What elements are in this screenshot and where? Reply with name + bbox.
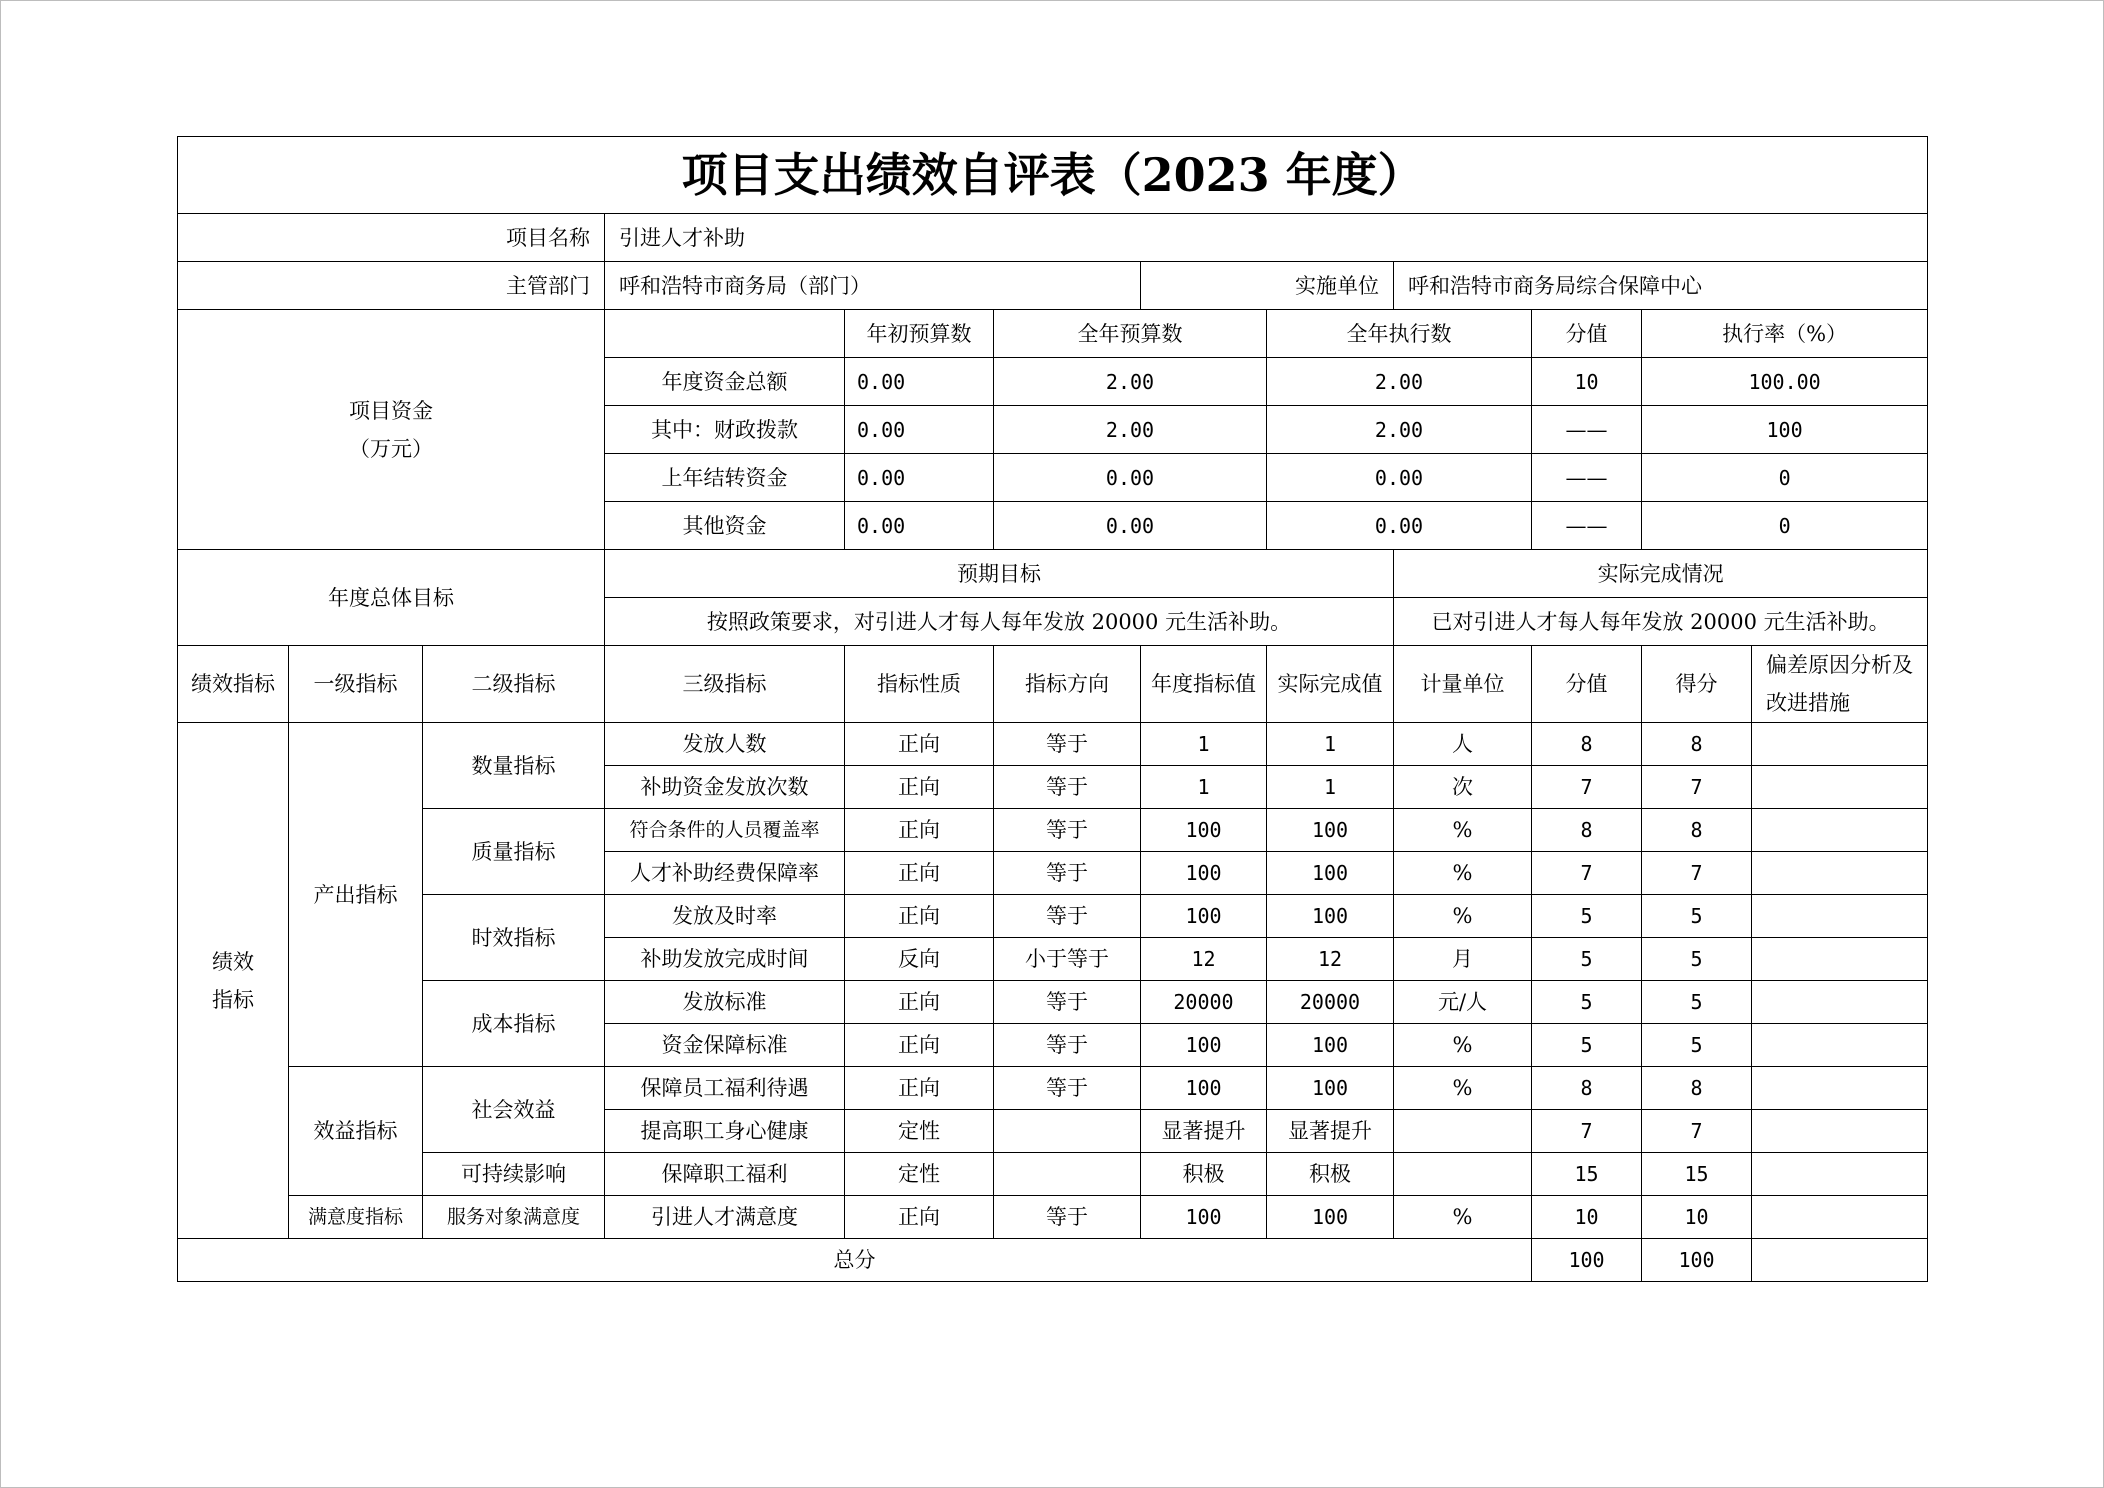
perf-header-direction: 指标方向: [994, 646, 1141, 723]
funds-initial: 0.00: [845, 502, 994, 550]
value-cell: 7: [1532, 766, 1642, 809]
target-cell: 100: [1141, 895, 1267, 938]
total-score: 100: [1642, 1239, 1752, 1282]
deviation-cell: [1752, 809, 1928, 852]
actual-cell: 1: [1267, 766, 1394, 809]
unit-cell: [1394, 1110, 1532, 1153]
perf-header-indicator: 绩效指标: [178, 646, 289, 723]
level3-cell: 补助发放完成时间: [605, 938, 845, 981]
unit-cell: 元/人: [1394, 981, 1532, 1024]
level1-output: 产出指标: [289, 723, 423, 1067]
unit-cell: 人: [1394, 723, 1532, 766]
goals-actual: 已对引进人才每人每年发放 20000 元生活补助。: [1394, 598, 1928, 646]
funds-row-label: 其中：财政拨款: [605, 406, 845, 454]
level1-satisfaction: 满意度指标: [289, 1196, 423, 1239]
nature-cell: 正向: [845, 723, 994, 766]
funds-executed: 0.00: [1267, 454, 1532, 502]
total-deviation: [1752, 1239, 1928, 1282]
score-cell: 8: [1642, 723, 1752, 766]
impl-value: 呼和浩特市商务局综合保障中心: [1394, 262, 1928, 310]
score-cell: 10: [1642, 1196, 1752, 1239]
score-cell: 5: [1642, 1024, 1752, 1067]
direction-cell: 等于: [994, 1067, 1141, 1110]
score-cell: 5: [1642, 895, 1752, 938]
funds-score-value: ——: [1532, 454, 1642, 502]
funds-rate: 100: [1642, 406, 1928, 454]
level2-quantity: 数量指标: [423, 723, 605, 809]
target-cell: 显著提升: [1141, 1110, 1267, 1153]
value-cell: 5: [1532, 938, 1642, 981]
level1-benefit: 效益指标: [289, 1067, 423, 1196]
goals-expected: 按照政策要求，对引进人才每人每年发放 20000 元生活补助。: [605, 598, 1394, 646]
level2-social: 社会效益: [423, 1067, 605, 1153]
value-cell: 15: [1532, 1153, 1642, 1196]
perf-side-label: 绩效指标: [178, 723, 289, 1239]
direction-cell: 等于: [994, 1024, 1141, 1067]
score-cell: 5: [1642, 938, 1752, 981]
funds-annual: 0.00: [994, 502, 1267, 550]
funds-executed: 0.00: [1267, 502, 1532, 550]
nature-cell: 反向: [845, 938, 994, 981]
target-cell: 1: [1141, 723, 1267, 766]
nature-cell: 正向: [845, 895, 994, 938]
score-cell: 15: [1642, 1153, 1752, 1196]
actual-cell: 100: [1267, 852, 1394, 895]
level3-cell: 引进人才满意度: [605, 1196, 845, 1239]
funds-label: 项目资金: [349, 398, 433, 423]
target-cell: 100: [1141, 852, 1267, 895]
goals-label: 年度总体目标: [178, 550, 605, 646]
funds-score-value: ——: [1532, 502, 1642, 550]
unit-cell: 次: [1394, 766, 1532, 809]
deviation-cell: [1752, 852, 1928, 895]
perf-header-nature: 指标性质: [845, 646, 994, 723]
target-cell: 100: [1141, 1067, 1267, 1110]
level3-cell: 保障员工福利待遇: [605, 1067, 845, 1110]
nature-cell: 正向: [845, 1196, 994, 1239]
value-cell: 7: [1532, 852, 1642, 895]
perf-header-value: 分值: [1532, 646, 1642, 723]
level2-cost: 成本指标: [423, 981, 605, 1067]
funds-annual: 2.00: [994, 406, 1267, 454]
funds-initial: 0.00: [845, 358, 994, 406]
impl-label: 实施单位: [1141, 262, 1394, 310]
goals-actual-label: 实际完成情况: [1394, 550, 1928, 598]
funds-rate: 0: [1642, 454, 1928, 502]
funds-initial: 0.00: [845, 454, 994, 502]
self-evaluation-table: [177, 136, 1928, 1282]
target-cell: 100: [1141, 809, 1267, 852]
funds-label-cell: [178, 310, 605, 550]
deviation-cell: [1752, 1067, 1928, 1110]
score-cell: 7: [1642, 766, 1752, 809]
actual-cell: 100: [1267, 1067, 1394, 1110]
dept-label: 主管部门: [178, 262, 605, 310]
deviation-cell: [1752, 895, 1928, 938]
target-cell: 20000: [1141, 981, 1267, 1024]
level2-service-satisfaction: 服务对象满意度: [423, 1196, 605, 1239]
level2-sustainable: 可持续影响: [423, 1153, 605, 1196]
target-cell: 12: [1141, 938, 1267, 981]
unit-cell: %: [1394, 1067, 1532, 1110]
value-cell: 10: [1532, 1196, 1642, 1239]
target-cell: 100: [1141, 1024, 1267, 1067]
actual-cell: 20000: [1267, 981, 1394, 1024]
nature-cell: 正向: [845, 809, 994, 852]
funds-annual: 2.00: [994, 358, 1267, 406]
project-name-label: 项目名称: [178, 214, 605, 262]
unit-cell: %: [1394, 1196, 1532, 1239]
direction-cell: 等于: [994, 766, 1141, 809]
direction-cell: 等于: [994, 809, 1141, 852]
direction-cell: 小于等于: [994, 938, 1141, 981]
unit-cell: %: [1394, 895, 1532, 938]
level3-cell: 补助资金发放次数: [605, 766, 845, 809]
total-value: 100: [1532, 1239, 1642, 1282]
perf-header-level3: 三级指标: [605, 646, 845, 723]
value-cell: 5: [1532, 1024, 1642, 1067]
goals-expected-label: 预期目标: [605, 550, 1394, 598]
nature-cell: 正向: [845, 766, 994, 809]
actual-cell: 1: [1267, 723, 1394, 766]
funds-header-annual: 全年预算数: [994, 310, 1267, 358]
deviation-cell: [1752, 1196, 1928, 1239]
project-name-value: 引进人才补助: [605, 214, 1928, 262]
direction-cell: [994, 1153, 1141, 1196]
perf-header-unit: 计量单位: [1394, 646, 1532, 723]
nature-cell: 定性: [845, 1110, 994, 1153]
funds-executed: 2.00: [1267, 406, 1532, 454]
nature-cell: 正向: [845, 852, 994, 895]
deviation-cell: [1752, 766, 1928, 809]
level2-quality: 质量指标: [423, 809, 605, 895]
target-cell: 1: [1141, 766, 1267, 809]
form-title: 项目支出绩效自评表（2023 年度）: [178, 137, 1928, 214]
deviation-cell: [1752, 1153, 1928, 1196]
direction-cell: 等于: [994, 723, 1141, 766]
funds-header-executed: 全年执行数: [1267, 310, 1532, 358]
total-label: 总分: [178, 1239, 1532, 1282]
funds-header-rate: 执行率（%）: [1642, 310, 1928, 358]
perf-header-score: 得分: [1642, 646, 1752, 723]
actual-cell: 100: [1267, 1196, 1394, 1239]
actual-cell: 12: [1267, 938, 1394, 981]
funds-score-value: 10: [1532, 358, 1642, 406]
level3-cell: 发放及时率: [605, 895, 845, 938]
funds-rate: 100.00: [1642, 358, 1928, 406]
deviation-cell: [1752, 1110, 1928, 1153]
level3-cell: 发放人数: [605, 723, 845, 766]
level3-cell: 提高职工身心健康: [605, 1110, 845, 1153]
target-cell: 积极: [1141, 1153, 1267, 1196]
funds-row-label: 年度资金总额: [605, 358, 845, 406]
funds-executed: 2.00: [1267, 358, 1532, 406]
score-cell: 5: [1642, 981, 1752, 1024]
score-cell: 8: [1642, 1067, 1752, 1110]
perf-header-level1: 一级指标: [289, 646, 423, 723]
funds-rate: 0: [1642, 502, 1928, 550]
value-cell: 7: [1532, 1110, 1642, 1153]
funds-header-blank: [605, 310, 845, 358]
score-cell: 7: [1642, 852, 1752, 895]
value-cell: 5: [1532, 981, 1642, 1024]
nature-cell: 正向: [845, 981, 994, 1024]
score-cell: 8: [1642, 809, 1752, 852]
actual-cell: 100: [1267, 1024, 1394, 1067]
nature-cell: 正向: [845, 1067, 994, 1110]
perf-header-actual: 实际完成值: [1267, 646, 1394, 723]
level3-cell: 保障职工福利: [605, 1153, 845, 1196]
actual-cell: 100: [1267, 895, 1394, 938]
level3-cell: 人才补助经费保障率: [605, 852, 845, 895]
nature-cell: 定性: [845, 1153, 994, 1196]
unit-cell: 月: [1394, 938, 1532, 981]
perf-header-target: 年度指标值: [1141, 646, 1267, 723]
direction-cell: 等于: [994, 981, 1141, 1024]
unit-cell: %: [1394, 852, 1532, 895]
level2-timeliness: 时效指标: [423, 895, 605, 981]
direction-cell: [994, 1110, 1141, 1153]
direction-cell: 等于: [994, 852, 1141, 895]
dept-value: 呼和浩特市商务局（部门）: [605, 262, 1141, 310]
funds-annual: 0.00: [994, 454, 1267, 502]
actual-cell: 积极: [1267, 1153, 1394, 1196]
score-cell: 7: [1642, 1110, 1752, 1153]
funds-unit: （万元）: [349, 436, 433, 461]
value-cell: 5: [1532, 895, 1642, 938]
deviation-cell: [1752, 981, 1928, 1024]
funds-header-score-value: 分值: [1532, 310, 1642, 358]
direction-cell: 等于: [994, 895, 1141, 938]
unit-cell: %: [1394, 809, 1532, 852]
target-cell: 100: [1141, 1196, 1267, 1239]
deviation-cell: [1752, 938, 1928, 981]
direction-cell: 等于: [994, 1196, 1141, 1239]
value-cell: 8: [1532, 723, 1642, 766]
level3-cell: 发放标准: [605, 981, 845, 1024]
actual-cell: 100: [1267, 809, 1394, 852]
funds-row-label: 其他资金: [605, 502, 845, 550]
actual-cell: 显著提升: [1267, 1110, 1394, 1153]
value-cell: 8: [1532, 809, 1642, 852]
funds-score-value: ——: [1532, 406, 1642, 454]
deviation-cell: [1752, 723, 1928, 766]
funds-header-initial: 年初预算数: [845, 310, 994, 358]
deviation-cell: [1752, 1024, 1928, 1067]
perf-header-deviation: 偏差原因分析及改进措施: [1752, 646, 1928, 723]
unit-cell: %: [1394, 1024, 1532, 1067]
value-cell: 8: [1532, 1067, 1642, 1110]
unit-cell: [1394, 1153, 1532, 1196]
funds-initial: 0.00: [845, 406, 994, 454]
perf-header-level2: 二级指标: [423, 646, 605, 723]
nature-cell: 正向: [845, 1024, 994, 1067]
level3-cell: 符合条件的人员覆盖率: [605, 809, 845, 852]
level3-cell: 资金保障标准: [605, 1024, 845, 1067]
funds-row-label: 上年结转资金: [605, 454, 845, 502]
